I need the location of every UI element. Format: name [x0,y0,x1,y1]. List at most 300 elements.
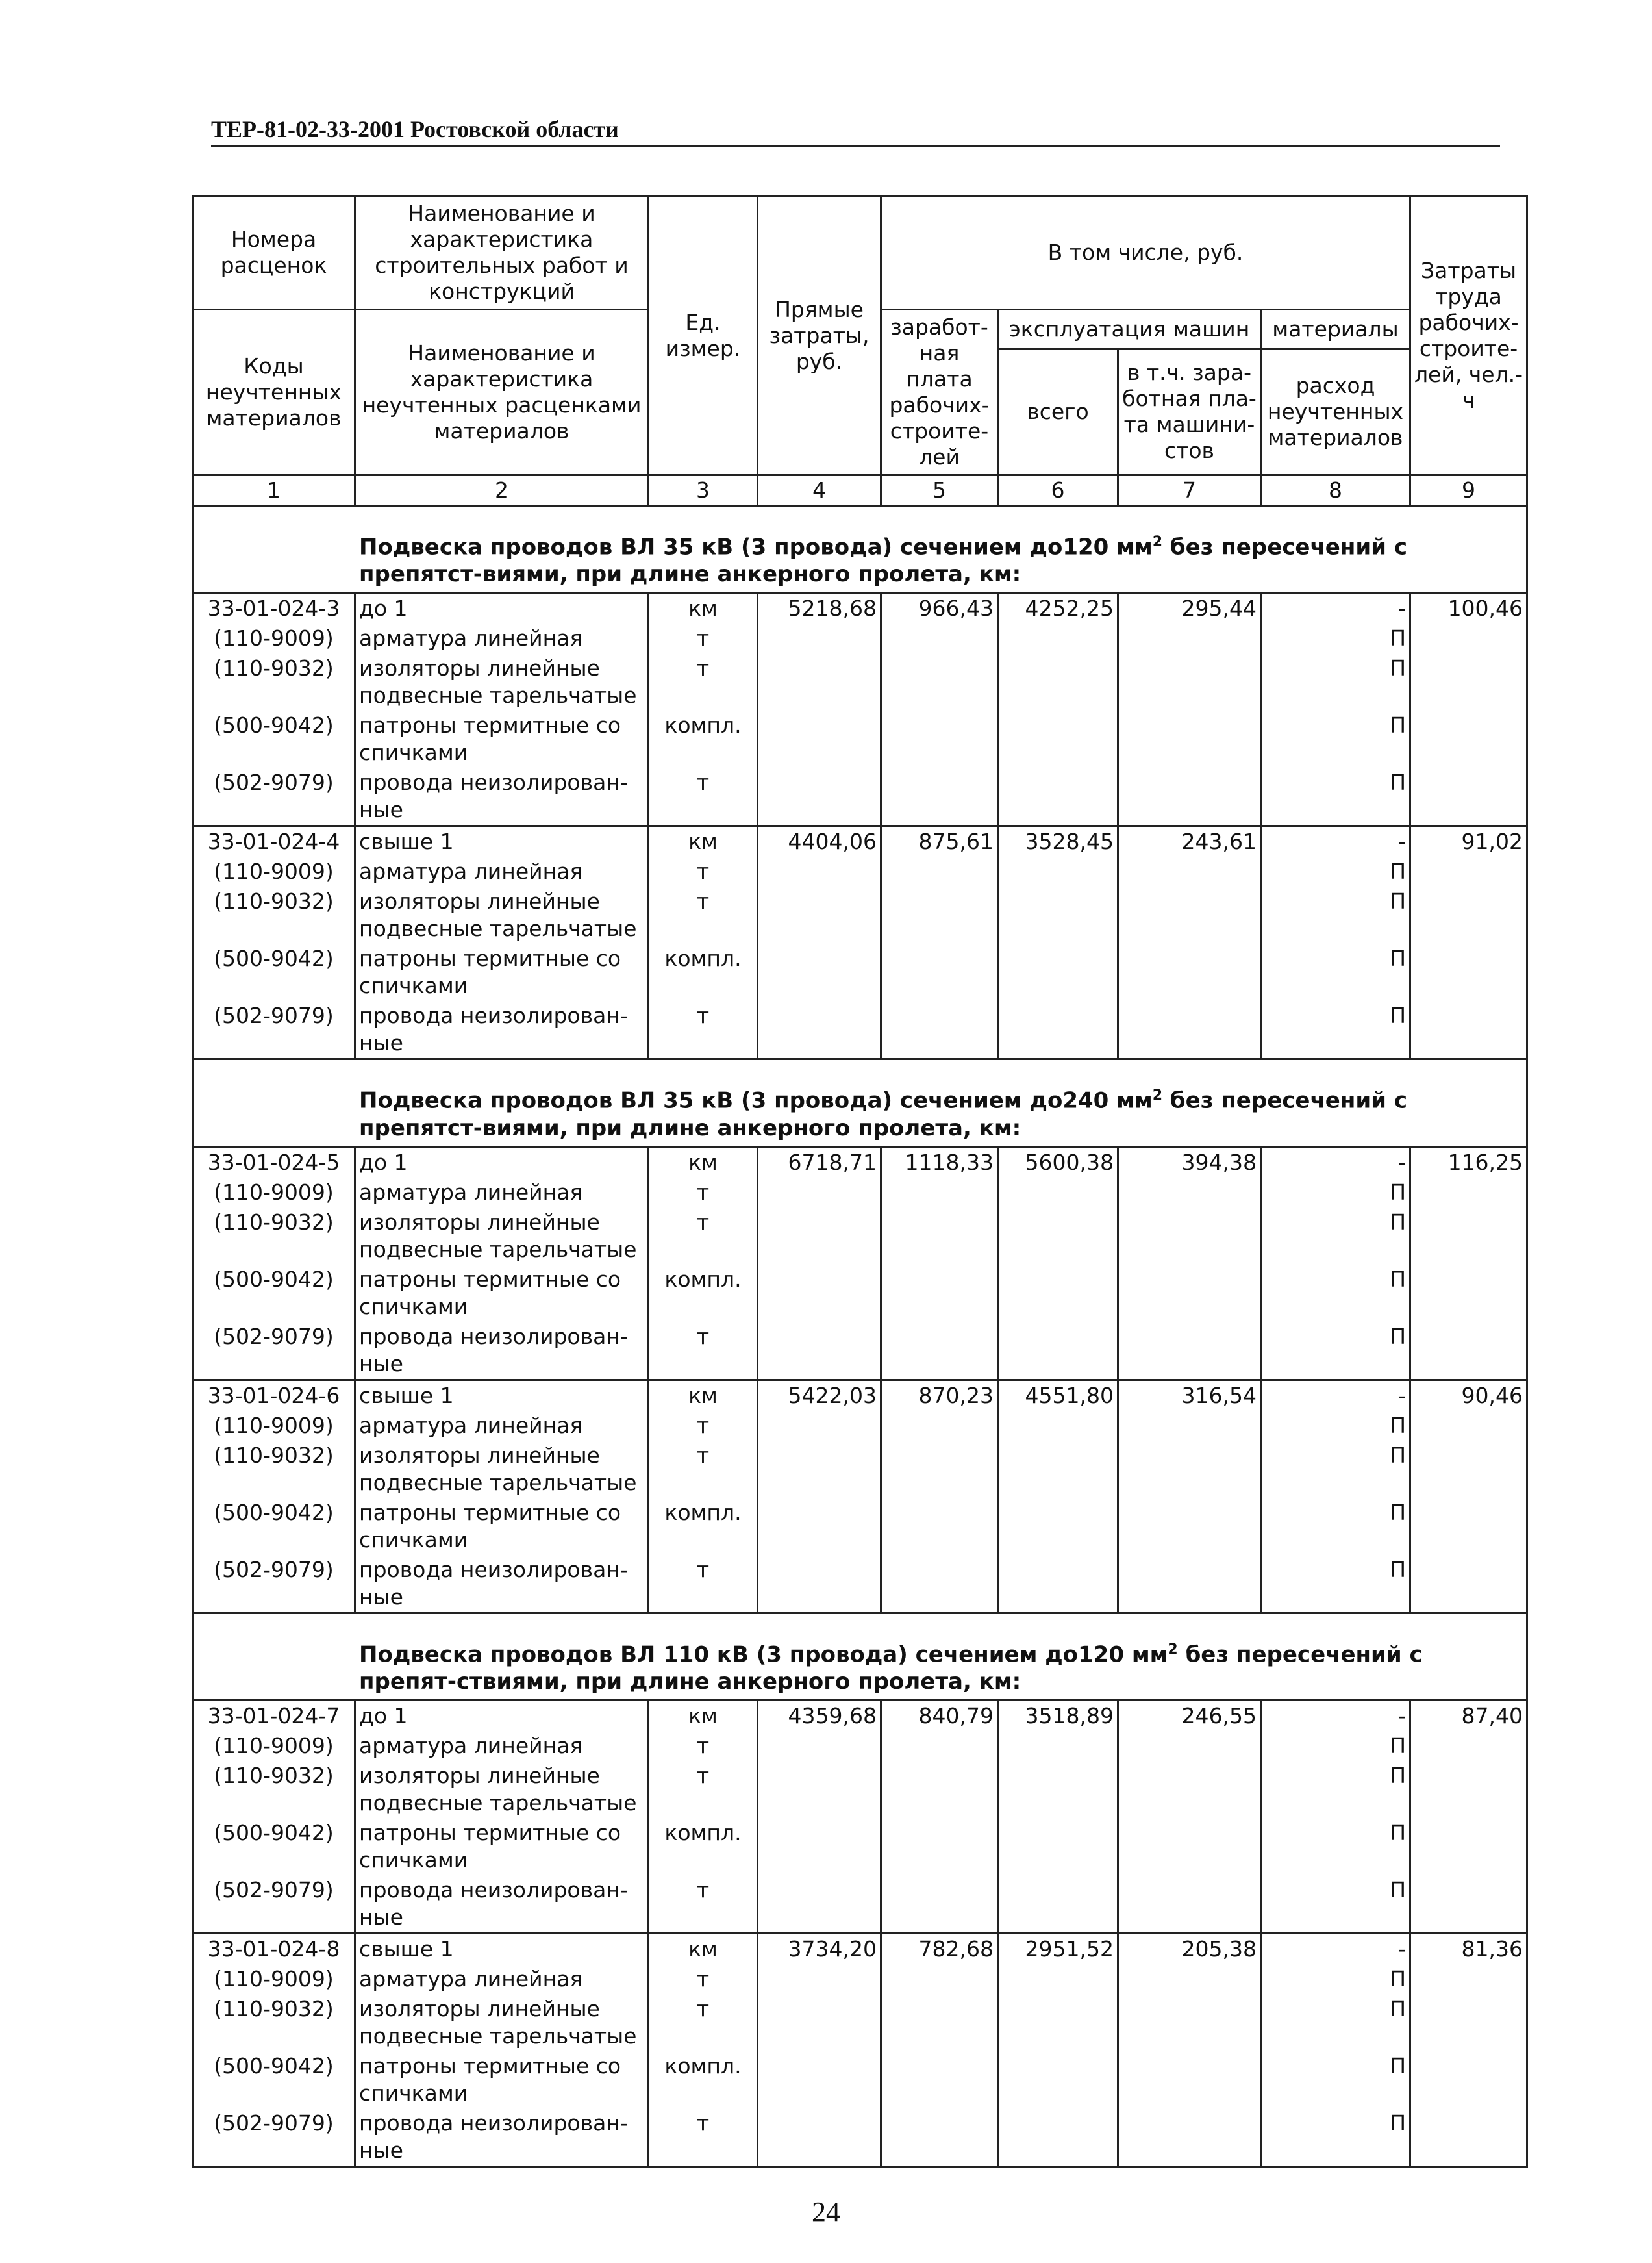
empty-cell [1118,1441,1261,1498]
empty-cell [998,1001,1118,1059]
material-code: (500-9042) [193,711,355,768]
material-name: патроны термитные со спичками [355,711,649,768]
empty-cell [758,857,881,887]
column-number: 2 [355,475,649,506]
material-name: провода неизолирован-ные [355,768,649,826]
empty-cell [1118,944,1261,1001]
material-row [193,1265,1527,1322]
material-flag: П [1261,944,1410,1001]
direct-cost: 5218,68 [758,593,881,624]
section-group [193,1613,1527,2166]
material-unit: компл. [649,2051,758,2108]
rate-row [193,1933,1527,1964]
unit: км [649,1380,758,1411]
empty-cell [758,711,881,768]
empty-cell [881,768,998,826]
empty-cell [998,711,1118,768]
material-code: (110-9032) [193,1761,355,1818]
empty-cell [998,1555,1118,1613]
material-name: провода неизолирован-ные [355,1875,649,1934]
empty-cell [881,2108,998,2167]
material-code: (110-9009) [193,857,355,887]
empty-cell [758,1498,881,1555]
empty-cell [1118,653,1261,711]
col-machines-wage: в т.ч. зара-ботная пла-та машини-стов [1118,349,1261,475]
machines-cost: 5600,38 [998,1146,1118,1178]
empty-cell [1410,1411,1527,1441]
material-name: арматура линейная [355,624,649,653]
machines-cost: 3528,45 [998,826,1118,857]
direct-cost: 4404,06 [758,826,881,857]
empty-cell [1410,1207,1527,1265]
material-row [193,1875,1527,1934]
empty-cell [998,1994,1118,2051]
empty-cell [881,624,998,653]
empty-cell [1410,1001,1527,1059]
material-flag: П [1261,1994,1410,2051]
material-unit: компл. [649,1498,758,1555]
material-code: (500-9042) [193,2051,355,2108]
labor-cost: 91,02 [1410,826,1527,857]
empty-cell [1118,887,1261,944]
rate-code: 33-01-024-4 [193,826,355,857]
section-title-sup: 2 [1168,1641,1178,1658]
empty-cell [1410,768,1527,826]
column-number: 6 [998,475,1118,506]
material-unit: т [649,1994,758,2051]
rate-code: 33-01-024-7 [193,1700,355,1731]
rate-row [193,826,1527,857]
empty-cell [998,1265,1118,1322]
empty-cell [1410,1322,1527,1380]
empty-cell [1410,944,1527,1001]
empty-cell [881,1265,998,1322]
material-unit: т [649,1761,758,1818]
section-title-sup: 2 [1152,534,1163,550]
material-flag: П [1261,1265,1410,1322]
col-direct: Прямые затраты, руб. [758,196,881,475]
empty-cell [758,2051,881,2108]
column-number: 7 [1118,475,1261,506]
empty-cell [1410,1994,1527,2051]
labor-cost: 116,25 [1410,1146,1527,1178]
empty-cell [881,1001,998,1059]
material-code: (110-9032) [193,1441,355,1498]
material-name: патроны термитные со спичками [355,1498,649,1555]
materials-cost: - [1261,1380,1410,1411]
column-number: 5 [881,475,998,506]
empty-cell [998,1498,1118,1555]
material-code: (500-9042) [193,1265,355,1322]
work-name: до 1 [355,1700,649,1731]
material-flag: П [1261,624,1410,653]
empty-cell [998,1731,1118,1761]
empty-cell [998,2051,1118,2108]
empty-cell [998,2108,1118,2167]
material-code: (502-9079) [193,2108,355,2167]
empty-cell [1410,711,1527,768]
empty-cell [1118,1875,1261,1934]
material-code: (500-9042) [193,1498,355,1555]
machines-wage: 243,61 [1118,826,1261,857]
material-name: арматура линейная [355,1178,649,1207]
table-header [193,196,1527,506]
empty-cell [1410,1265,1527,1322]
section-heading [193,506,1527,593]
material-code: (110-9009) [193,1964,355,1994]
material-name: арматура линейная [355,857,649,887]
material-name: арматура линейная [355,1731,649,1761]
material-flag: П [1261,887,1410,944]
empty-cell [1410,624,1527,653]
section-group [193,1059,1527,1613]
material-flag: П [1261,857,1410,887]
work-name: свыше 1 [355,1933,649,1964]
empty-cell [1118,1265,1261,1322]
material-unit: компл. [649,1818,758,1875]
unit: км [649,1933,758,1964]
material-unit: т [649,2108,758,2167]
work-name: свыше 1 [355,1380,649,1411]
material-name: патроны термитные со спичками [355,1265,649,1322]
empty-cell [758,1001,881,1059]
material-flag: П [1261,1001,1410,1059]
empty-cell [1118,1964,1261,1994]
material-name: изоляторы линейные подвесные тарельчатые [355,1207,649,1265]
col-name-top: Наименование и характеристика строительных работ и конструкций [355,196,649,310]
material-unit: т [649,1207,758,1265]
material-unit: т [649,1322,758,1380]
page-number: 24 [812,2196,840,2228]
material-flag: П [1261,768,1410,826]
section-heading-row [193,506,1527,593]
empty-cell [881,1498,998,1555]
material-row [193,1001,1527,1059]
empty-cell [758,2108,881,2167]
empty-cell [1410,1818,1527,1875]
material-code: (500-9042) [193,1818,355,1875]
material-unit: т [649,1875,758,1934]
material-code: (110-9009) [193,624,355,653]
material-code: (502-9079) [193,768,355,826]
section-title-rest: без пересечений с препятст-виями, при длине анкерного пролета, км: [359,1087,1407,1141]
material-unit: т [649,653,758,711]
empty-cell [1118,1731,1261,1761]
section-title-rest: без пересечений с препят-ствиями, при длине анкерного пролета, км: [359,1641,1423,1695]
material-row [193,2108,1527,2167]
material-row [193,711,1527,768]
empty-cell [758,653,881,711]
material-code: (502-9079) [193,1322,355,1380]
section-heading-row [193,1613,1527,1700]
empty-cell [1118,1994,1261,2051]
material-flag: П [1261,2108,1410,2167]
empty-cell [758,1322,881,1380]
empty-cell [1410,1178,1527,1207]
material-row [193,1207,1527,1265]
empty-cell [1410,887,1527,944]
material-unit: т [649,1001,758,1059]
material-name: провода неизолирован-ные [355,1322,649,1380]
empty-cell [881,653,998,711]
rate-code: 33-01-024-3 [193,593,355,624]
empty-cell [1410,857,1527,887]
empty-cell [998,887,1118,944]
material-code: (110-9032) [193,653,355,711]
work-name: до 1 [355,593,649,624]
empty-cell [998,653,1118,711]
material-name: провода неизолирован-ные [355,1555,649,1613]
empty-cell [1118,1207,1261,1265]
material-flag: П [1261,711,1410,768]
empty-cell [758,944,881,1001]
material-flag: П [1261,1322,1410,1380]
material-name: провода неизолирован-ные [355,2108,649,2167]
material-row [193,1498,1527,1555]
material-flag: П [1261,1555,1410,1613]
empty-cell [1118,1322,1261,1380]
empty-cell [758,1411,881,1441]
rate-code: 33-01-024-8 [193,1933,355,1964]
empty-cell [881,1322,998,1380]
rate-row [193,1380,1527,1411]
column-number: 3 [649,475,758,506]
material-code: (502-9079) [193,1001,355,1059]
material-flag: П [1261,1731,1410,1761]
unit: км [649,593,758,624]
col-machines-total: всего [998,349,1118,475]
empty-cell [758,1818,881,1875]
empty-cell [881,1731,998,1761]
empty-cell [998,857,1118,887]
empty-cell [998,1207,1118,1265]
material-unit: т [649,1441,758,1498]
empty-cell [881,1818,998,1875]
empty-cell [758,1994,881,2051]
material-flag: П [1261,653,1410,711]
material-name: изоляторы линейные подвесные тарельчатые [355,1994,649,2051]
column-number: 8 [1261,475,1410,506]
material-code: (110-9032) [193,887,355,944]
empty-cell [1410,1731,1527,1761]
empty-cell [758,624,881,653]
section-title: Подвеска проводов ВЛ 35 кВ (3 провода) сечением до240 мм [359,1087,1153,1114]
machines-cost: 4551,80 [998,1380,1118,1411]
material-row [193,1761,1527,1818]
material-flag: П [1261,1875,1410,1934]
empty-cell [1118,768,1261,826]
labor-cost: 90,46 [1410,1380,1527,1411]
column-numbers-row [193,475,1527,506]
empty-cell [758,1207,881,1265]
material-row [193,2051,1527,2108]
col-wage: заработ-ная плата рабочих-строите-лей [881,310,998,475]
empty-cell [758,1964,881,1994]
empty-cell [881,887,998,944]
material-row [193,653,1527,711]
empty-cell [1118,1555,1261,1613]
machines-cost: 4252,25 [998,593,1118,624]
material-name: патроны термитные со спичками [355,1818,649,1875]
unit: км [649,1700,758,1731]
material-name: патроны термитные со спичками [355,2051,649,2108]
machines-cost: 2951,52 [998,1933,1118,1964]
col-labor: Затраты труда рабочих-строите-лей, чел.-ч [1410,196,1527,475]
direct-cost: 5422,03 [758,1380,881,1411]
empty-cell [758,768,881,826]
material-row [193,944,1527,1001]
wage-cost: 966,43 [881,593,998,624]
empty-cell [758,887,881,944]
empty-cell [998,1964,1118,1994]
unit: км [649,1146,758,1178]
material-code: (110-9032) [193,1207,355,1265]
material-code: (502-9079) [193,1555,355,1613]
empty-cell [1410,1761,1527,1818]
labor-cost: 81,36 [1410,1933,1527,1964]
material-name: патроны термитные со спичками [355,944,649,1001]
empty-cell [998,768,1118,826]
empty-cell [1118,1178,1261,1207]
machines-wage: 295,44 [1118,593,1261,624]
empty-cell [881,857,998,887]
machines-wage: 205,38 [1118,1933,1261,1964]
empty-cell [881,1207,998,1265]
column-number: 9 [1410,475,1527,506]
empty-cell [1118,711,1261,768]
empty-cell [758,1441,881,1498]
empty-cell [1118,1498,1261,1555]
column-number: 1 [193,475,355,506]
material-row [193,624,1527,653]
section-title-rest: без пересечений с препятст-виями, при длине анкерного пролета, км: [359,534,1407,588]
empty-cell [998,1178,1118,1207]
col-unit: Ед. измер. [649,196,758,475]
material-row [193,1322,1527,1380]
section-title-sup: 2 [1152,1087,1163,1104]
section-heading [193,1613,1527,1700]
wage-cost: 1118,33 [881,1146,998,1178]
material-name: изоляторы линейные подвесные тарельчатые [355,1441,649,1498]
empty-cell [881,944,998,1001]
empty-cell [758,1731,881,1761]
work-name: до 1 [355,1146,649,1178]
col-materials: материалы [1261,310,1410,349]
unit: км [649,826,758,857]
material-flag: П [1261,1441,1410,1498]
section-group [193,506,1527,1059]
empty-cell [1410,2051,1527,2108]
material-name: провода неизолирован-ные [355,1001,649,1059]
rate-code: 33-01-024-6 [193,1380,355,1411]
rate-row [193,1700,1527,1731]
materials-cost: - [1261,1700,1410,1731]
empty-cell [1118,857,1261,887]
empty-cell [1118,1761,1261,1818]
empty-cell [1118,2051,1261,2108]
empty-cell [1118,1411,1261,1441]
section-title: Подвеска проводов ВЛ 110 кВ (3 провода) сечением до120 мм [359,1641,1168,1667]
material-row [193,857,1527,887]
document-title: ТЕР-81-02-33-2001 Ростовской области [211,116,619,142]
material-name: изоляторы линейные подвесные тарельчатые [355,653,649,711]
work-name: свыше 1 [355,826,649,857]
material-unit: т [649,1178,758,1207]
empty-cell [758,1555,881,1613]
material-code: (110-9009) [193,1178,355,1207]
empty-cell [758,1761,881,1818]
wage-cost: 875,61 [881,826,998,857]
empty-cell [998,944,1118,1001]
material-unit: т [649,1964,758,1994]
material-unit: т [649,1731,758,1761]
material-row [193,1411,1527,1441]
material-unit: компл. [649,711,758,768]
material-name: изоляторы линейные подвесные тарельчатые [355,887,649,944]
empty-cell [1410,1498,1527,1555]
empty-cell [758,1265,881,1322]
empty-cell [881,1441,998,1498]
empty-cell [1118,1001,1261,1059]
material-row [193,1555,1527,1613]
direct-cost: 6718,71 [758,1146,881,1178]
material-code: (110-9009) [193,1411,355,1441]
material-flag: П [1261,1207,1410,1265]
material-row [193,1178,1527,1207]
material-unit: т [649,624,758,653]
material-unit: т [649,1555,758,1613]
material-flag: П [1261,1411,1410,1441]
col-codes-bottom: Коды неучтенных материалов [193,310,355,475]
empty-cell [998,1322,1118,1380]
material-row [193,1441,1527,1498]
materials-cost: - [1261,1146,1410,1178]
material-flag: П [1261,1498,1410,1555]
material-row [193,1731,1527,1761]
material-flag: П [1261,1964,1410,1994]
empty-cell [1410,1555,1527,1613]
material-row [193,768,1527,826]
empty-cell [881,711,998,768]
empty-cell [998,1761,1118,1818]
col-codes-top: Номера расценок [193,196,355,310]
empty-cell [1118,624,1261,653]
empty-cell [1118,1818,1261,1875]
empty-cell [998,1411,1118,1441]
empty-cell [998,1818,1118,1875]
page-header [211,116,1500,147]
material-name: арматура линейная [355,1411,649,1441]
material-flag: П [1261,2051,1410,2108]
empty-cell [881,1875,998,1934]
section-heading-row [193,1059,1527,1146]
material-flag: П [1261,1761,1410,1818]
empty-cell [881,1555,998,1613]
material-row [193,1818,1527,1875]
material-code: (110-9009) [193,1731,355,1761]
empty-cell [758,1178,881,1207]
material-unit: компл. [649,1265,758,1322]
empty-cell [881,2051,998,2108]
col-name-bottom: Наименование и характеристика неучтенных расценками материалов [355,310,649,475]
material-code: (502-9079) [193,1875,355,1934]
direct-cost: 3734,20 [758,1933,881,1964]
material-name: арматура линейная [355,1964,649,1994]
material-unit: компл. [649,944,758,1001]
material-unit: т [649,768,758,826]
empty-cell [998,1441,1118,1498]
material-unit: т [649,857,758,887]
